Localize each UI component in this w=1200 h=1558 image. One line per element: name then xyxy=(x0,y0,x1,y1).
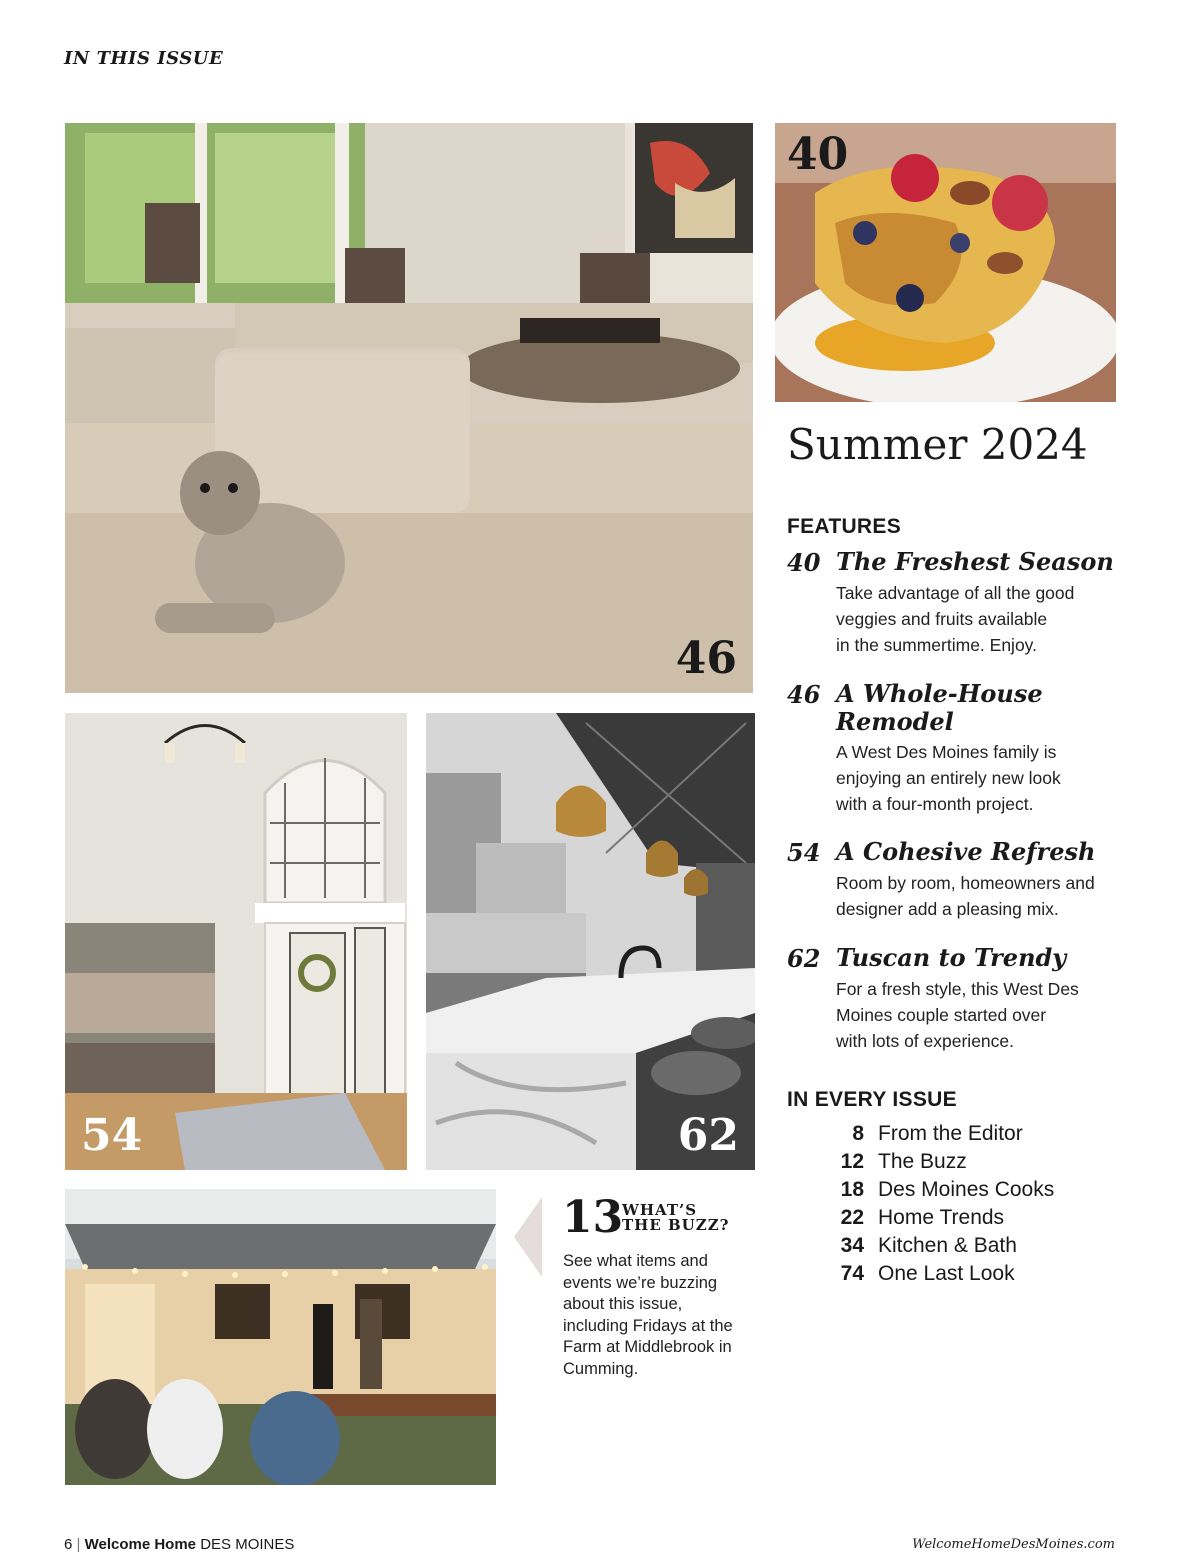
every-issue-item[interactable] xyxy=(826,1204,1054,1232)
feature-description-line: designer add a pleasing mix. xyxy=(836,898,1059,919)
feature-page-number: 46 xyxy=(787,680,821,709)
feature-description-line: enjoying an entirely new look xyxy=(836,768,1061,789)
section-kicker: IN THIS ISSUE xyxy=(64,48,224,69)
every-issue-label: From the Editor xyxy=(878,1122,1023,1145)
buzz-title xyxy=(622,1203,729,1233)
feature-item[interactable] xyxy=(787,548,1127,658)
feature-description-line: A West Des Moines family is xyxy=(836,742,1057,763)
buzz-description-line: including Fridays at the xyxy=(563,1316,733,1335)
every-issue-item[interactable] xyxy=(826,1260,1054,1288)
feature-page-number: 62 xyxy=(787,944,821,973)
every-issue-label: One Last Look xyxy=(878,1262,1015,1285)
every-issue-page: 34 xyxy=(840,1234,864,1257)
footer-separator: | xyxy=(76,1536,81,1553)
feature-title: Tuscan to Trendy xyxy=(836,943,1067,972)
footer-brand-rest: DES MOINES xyxy=(200,1536,295,1553)
buzz-description-line: Cumming. xyxy=(563,1359,639,1378)
feature-description-line: veggies and fruits available xyxy=(836,608,1048,629)
feature-description-line: Moines couple started over xyxy=(836,1004,1047,1025)
buzz-title-line: THE BUZZ? xyxy=(622,1216,730,1234)
buzz-title-line: WHAT’S xyxy=(622,1201,698,1219)
feature-item[interactable] xyxy=(787,838,1127,922)
features-heading: FEATURES xyxy=(787,515,902,538)
food-photo[interactable] xyxy=(775,123,1116,402)
every-issue-label: Home Trends xyxy=(878,1206,1005,1229)
footer-website-link[interactable]: WelcomeHomeDesMoines.com xyxy=(912,1537,1115,1552)
buzz-description xyxy=(563,1251,763,1380)
feature-description xyxy=(836,976,1127,1054)
every-issue-label: Des Moines Cooks xyxy=(878,1178,1055,1201)
buzz-page-number: 13 xyxy=(562,1192,624,1243)
feature-title-line: A Whole-House xyxy=(836,679,1043,708)
feature-description-line: Take advantage of all the good xyxy=(836,582,1075,603)
feature-description xyxy=(836,870,1127,922)
photo-page-number: 46 xyxy=(675,633,737,684)
feature-description-line: For a fresh style, this West Des xyxy=(836,978,1079,999)
every-issue-label: The Buzz xyxy=(878,1150,967,1173)
feature-title: A Cohesive Refresh xyxy=(836,837,1096,866)
feature-title: The Freshest Season xyxy=(836,547,1114,576)
kitchen-illustration xyxy=(426,713,755,1170)
every-issue-item[interactable] xyxy=(826,1232,1054,1260)
feature-item[interactable] xyxy=(787,944,1127,1054)
feature-title-line: Remodel xyxy=(836,706,954,736)
photo-page-number: 54 xyxy=(81,1110,143,1161)
every-issue-label: Kitchen & Bath xyxy=(878,1234,1017,1257)
feature-description-line: Room by room, homeowners and xyxy=(836,872,1095,893)
feature-title xyxy=(836,680,1127,735)
every-issue-item[interactable] xyxy=(826,1148,1054,1176)
buzz-illustration xyxy=(65,1189,496,1485)
feature-description xyxy=(836,580,1127,658)
every-issue-page: 22 xyxy=(840,1206,864,1229)
feature-description-line: with lots of experience. xyxy=(836,1030,1015,1051)
photo-page-number: 62 xyxy=(677,1110,739,1161)
issue-title: Summer 2024 xyxy=(787,420,1088,469)
buzz-photo[interactable] xyxy=(65,1189,496,1485)
footer-folio xyxy=(64,1536,294,1553)
buzz-description-line: about this issue, xyxy=(563,1295,683,1313)
every-issue-heading: IN EVERY ISSUE xyxy=(787,1088,957,1111)
feature-description-line: in the summertime. Enjoy. xyxy=(836,634,1037,655)
living-room-illustration xyxy=(65,123,753,693)
entry-illustration xyxy=(65,713,407,1170)
footer-page-number: 6 xyxy=(64,1536,73,1553)
every-issue-item[interactable] xyxy=(826,1176,1054,1204)
every-issue-list xyxy=(826,1120,1054,1288)
every-issue-page: 74 xyxy=(840,1262,864,1285)
every-issue-item[interactable] xyxy=(826,1120,1054,1148)
photo-page-number: 40 xyxy=(787,129,849,180)
footer-brand-bold: Welcome Home xyxy=(84,1536,197,1553)
feature-item[interactable] xyxy=(787,680,1127,817)
buzz-description-line: Farm at Middlebrook in xyxy=(563,1338,732,1356)
feature-page-number: 54 xyxy=(787,838,821,867)
every-issue-page: 18 xyxy=(840,1178,864,1201)
buzz-description-line: events we’re buzzing xyxy=(563,1273,718,1292)
feature-description-line: with a four-month project. xyxy=(836,794,1034,815)
feature-description xyxy=(836,739,1127,817)
kitchen-photo[interactable] xyxy=(426,713,755,1170)
buzz-pointer-triangle xyxy=(514,1197,544,1277)
every-issue-page: 12 xyxy=(840,1150,864,1173)
feature-page-number: 40 xyxy=(787,548,821,577)
entry-photo[interactable] xyxy=(65,713,407,1170)
every-issue-page: 8 xyxy=(852,1122,864,1145)
living-room-photo[interactable] xyxy=(65,123,753,693)
buzz-description-line: See what items and xyxy=(563,1252,708,1270)
